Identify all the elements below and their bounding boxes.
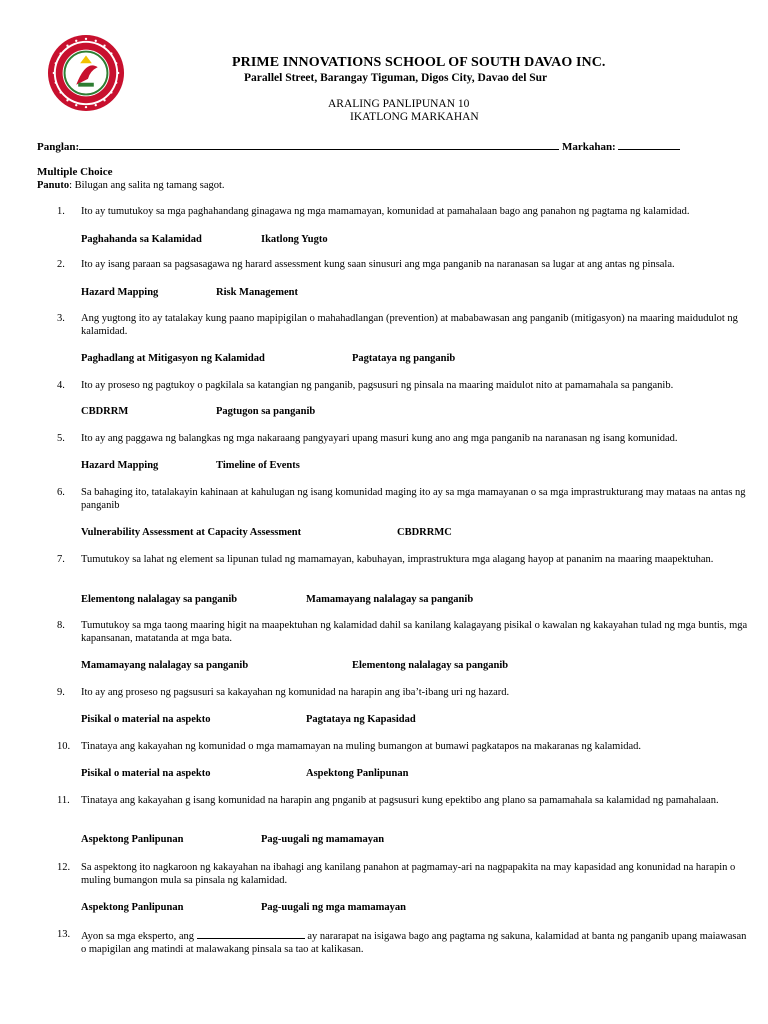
- answer-option[interactable]: Pag-uugali ng mamamayan: [261, 834, 385, 845]
- question-text: Sa aspektong ito nagkaroon ng kakayahan na ibahagi ang kanilang panahon at pagmamay-ari na nagpapakita na may kapasidad ang konunidad na harapin o muling bumangon mula sa pinsala ng kalamidad.: [81, 862, 736, 886]
- answer-option[interactable]: Pagtugon sa panganib: [216, 406, 316, 417]
- answer-option[interactable]: CBDRRM: [81, 406, 129, 417]
- question-text: Tinataya ang kakayahan g isang komunidad na harapin ang pnganib at pagsusuri kung epektibo ang plano sa pamamahala sa kalamidad ng pamahalaan.: [81, 795, 719, 806]
- answer-option[interactable]: Pisikal o material na aspekto: [81, 768, 211, 779]
- question-text: Tumutukoy sa lahat ng element sa lipunan tulad ng mamamayan, kabuhayan, imprastruktura mga alagang hayop at pananim na maaring maapektuhan.: [81, 554, 714, 565]
- question-number: 8.: [57, 620, 65, 631]
- name-score-line: [37, 140, 680, 153]
- answer-option[interactable]: Hazard Mapping: [81, 287, 159, 298]
- answer-option[interactable]: Timeline of Events: [216, 460, 300, 471]
- name-label: Panglan:: [37, 141, 80, 153]
- answer-option[interactable]: Aspektong Panlipunan: [306, 768, 409, 779]
- directions: [37, 180, 225, 191]
- answer-option[interactable]: Pagtataya ng panganib: [352, 353, 456, 364]
- question-number: 3.: [57, 313, 65, 324]
- answer-option[interactable]: Paghadlang at Mitigasyon ng Kalamidad: [81, 353, 265, 364]
- school-seal-logo: [47, 34, 125, 112]
- question-text: Tumutukoy sa mga taong maaring higit na maapektuhan ng kalamidad dahil sa kanilang kalagayang pisikal o kawalan ng kakayahan tulad ng mga buntis, mga kapansanan, matatanda at mga bata.: [81, 620, 748, 644]
- answer-option[interactable]: Risk Management: [216, 287, 298, 298]
- answer-option[interactable]: CBDRRMC: [397, 527, 452, 538]
- answer-option[interactable]: Ikatlong Yugto: [261, 234, 328, 245]
- question-text: Ito ay proseso ng pagtukoy o pagkilala sa katangian ng panganib, pagsusuri ng pinsala na maaring maidulot nito at pamamahala sa panganib.: [81, 380, 674, 391]
- question-number: 9.: [57, 687, 65, 698]
- question-number: 10.: [57, 741, 71, 752]
- question-number: 4.: [57, 380, 65, 391]
- answer-option[interactable]: Hazard Mapping: [81, 460, 159, 471]
- question-number: 12.: [57, 862, 71, 873]
- answer-option[interactable]: Aspektong Panlipunan: [81, 902, 184, 913]
- answer-option[interactable]: Elementong nalalagay sa panganib: [352, 660, 509, 671]
- answer-option[interactable]: Mamamayang nalalagay sa panganib: [81, 660, 249, 671]
- question-number: 11.: [57, 795, 70, 806]
- quarter-title: IKATLONG MARKAHAN: [350, 111, 479, 123]
- question-text: Sa bahaging ito, tatalakayin kahinaan at kahulugan ng isang komunidad maging ito ay sa mga mamayanan o sa mga imprastrukturang may mataas na antas ng panganib: [81, 487, 746, 511]
- answer-option[interactable]: Pisikal o material na aspekto: [81, 714, 211, 725]
- question-number: 13.: [57, 929, 71, 940]
- name-field[interactable]: [79, 140, 559, 150]
- answer-option[interactable]: Pag-uugali ng mga mamamayan: [261, 902, 406, 913]
- question-text: Tinataya ang kakayahan ng komunidad o mga mamamayan na muling bumangon at bumawi pagkatapos na makaranas ng kalamidad.: [81, 741, 642, 752]
- answer-option[interactable]: Paghahanda sa Kalamidad: [81, 234, 202, 245]
- question-text: Ang yugtong ito ay tatalakay kung paano mapipigilan o mahahadlangan (prevention) at mababawasan ang panganib (mitigasyon) na maaring maidudulot ng kalamidad.: [81, 313, 738, 337]
- question-text: Ito ay ang proseso ng pagsusuri sa kakayahan ng komunidad na harapin ang iba’t-ibang uri ng hazard.: [81, 687, 510, 698]
- answer-option[interactable]: Aspektong Panlipunan: [81, 834, 184, 845]
- answer-option[interactable]: Pagtataya ng Kapasidad: [306, 714, 416, 725]
- school-address: Parallel Street, Barangay Tiguman, Digos City, Davao del Sur: [244, 72, 548, 84]
- score-label: Markahan:: [561, 141, 616, 153]
- question-text-before: Ayon sa mga eksperto, ang: [81, 931, 197, 942]
- question-text-after: ay nararapat na isigawa bago ang pagtama ng sakuna, kalamidad at banta ng panganib upang maiawasan o mapigilan ang matindi at malawakang pinsala sa tao at kalikasan.: [81, 931, 747, 955]
- question-number: 2.: [57, 259, 65, 270]
- question-number: 6.: [57, 487, 65, 498]
- question-number: 1.: [57, 206, 65, 217]
- school-name: PRIME INNOVATIONS SCHOOL OF SOUTH DAVAO INC.: [232, 55, 606, 70]
- question-number: 7.: [57, 554, 65, 565]
- question-text: Ito ay ang paggawa ng balangkas ng mga nakaraang pangyayari upang masuri kung ano ang mga panganib na naranasan ng isang komunidad.: [81, 433, 678, 444]
- directions-text: : Bilugan ang salita ng tamang sagot.: [69, 180, 225, 191]
- answer-option[interactable]: Vulnerability Assessment at Capacity Assessment: [81, 527, 302, 538]
- question-text: Ito ay isang paraan sa pagsasagawa ng harard assessment kung saan sinusuri ang mga panganib na naranasan sa lugar at ang antas ng pinsala.: [81, 259, 675, 270]
- answer-option[interactable]: Elementong nalalagay sa panganib: [81, 594, 238, 605]
- question-text: Ito ay tumutukoy sa mga paghahandang ginagawa ng mga mamamayan, komunidad at pamahalaan bago ang panahon ng pagtama ng kalamidad.: [81, 206, 690, 217]
- score-field[interactable]: [618, 140, 680, 150]
- question-number: 5.: [57, 433, 65, 444]
- question-text: [81, 929, 749, 956]
- subject-title: ARALING PANLIPUNAN 10: [328, 98, 470, 110]
- section-title: Multiple Choice: [37, 166, 113, 178]
- directions-label: Panuto: [37, 180, 70, 191]
- answer-option[interactable]: Mamamayang nalalagay sa panganib: [306, 594, 474, 605]
- answer-blank[interactable]: [197, 929, 305, 939]
